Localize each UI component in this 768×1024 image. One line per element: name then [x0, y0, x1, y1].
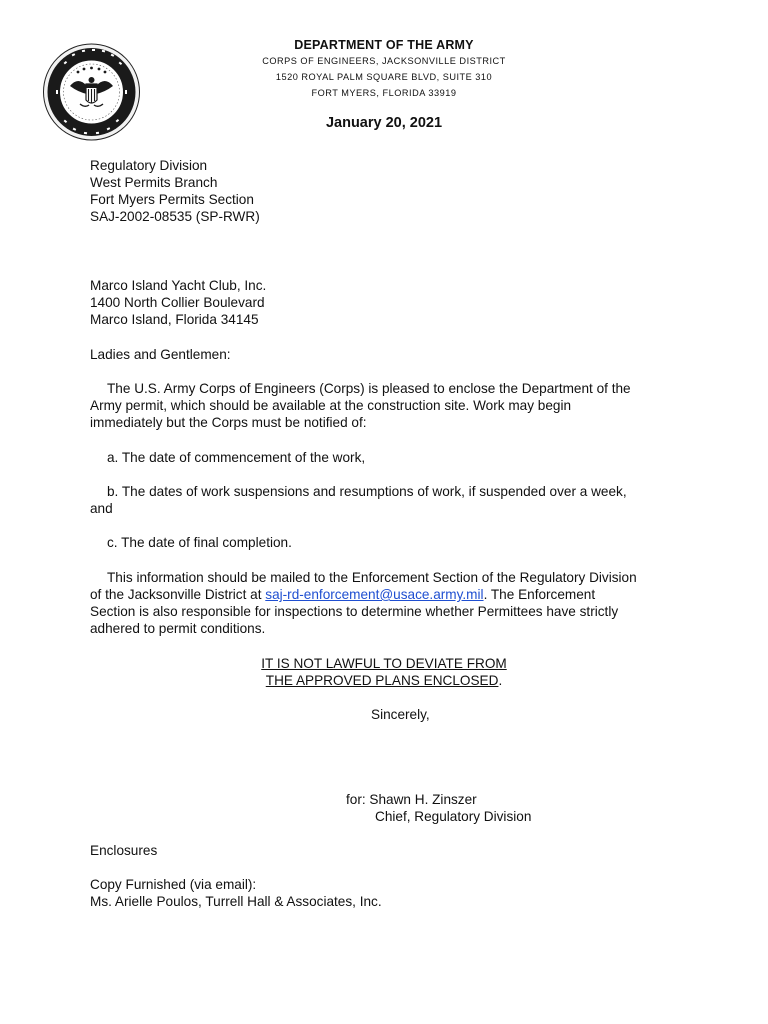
- warning-text-1: IT IS NOT LAWFUL TO DEVIATE FROM: [261, 656, 507, 671]
- closing: Sincerely,: [371, 707, 430, 722]
- dod-seal: [40, 42, 143, 142]
- recipient-street: 1400 North Collier Boulevard: [90, 295, 265, 310]
- info-line-2-prefix: of the Jacksonville District at: [90, 587, 266, 602]
- info-line-1: This information should be mailed to the Enforcement Section of the Regulatory Division: [107, 570, 637, 585]
- reference-section: Fort Myers Permits Section: [90, 192, 254, 207]
- info-line-2-suffix: . The Enforcement: [483, 587, 596, 602]
- item-b-line-2: and: [90, 501, 113, 516]
- letterhead-title: DEPARTMENT OF THE ARMY: [294, 38, 474, 52]
- recipient-name: Marco Island Yacht Club, Inc.: [90, 278, 267, 293]
- enforcement-email-link[interactable]: saj-rd-enforcement@usace.army.mil: [265, 587, 484, 602]
- reference-file-number: SAJ-2002-08535 (SP-RWR): [90, 209, 260, 224]
- letterhead-district: CORPS OF ENGINEERS, JACKSONVILLE DISTRICT: [262, 56, 506, 66]
- info-line-2: [90, 586, 595, 603]
- reference-division: Regulatory Division: [90, 158, 208, 173]
- warning-line-2: [180, 672, 588, 689]
- copy-furnished-recipient: Ms. Arielle Poulos, Turrell Hall & Associates, Inc.: [90, 894, 382, 909]
- intro-line-3: immediately but the Corps must be notified of:: [90, 415, 367, 430]
- item-c: c. The date of final completion.: [107, 535, 292, 550]
- signature-title: Chief, Regulatory Division: [375, 809, 532, 824]
- intro-line-1: The U.S. Army Corps of Engineers (Corps) is pleased to enclose the Department of the: [107, 381, 631, 396]
- item-b-line-1: b. The dates of work suspensions and resumptions of work, if suspended over a week,: [107, 484, 627, 499]
- letter-date: January 20, 2021: [325, 115, 443, 131]
- recipient-city: Marco Island, Florida 34145: [90, 312, 259, 327]
- reference-branch: West Permits Branch: [90, 175, 218, 190]
- seal-emblem-icon: [40, 42, 143, 142]
- signature-for-line: for: Shawn H. Zinszer: [346, 792, 477, 807]
- warning-text-2: THE APPROVED PLANS ENCLOSED: [265, 673, 499, 688]
- info-line-4: adhered to permit conditions.: [90, 621, 266, 636]
- salutation: Ladies and Gentlemen:: [90, 347, 231, 362]
- warning-line-1: [180, 655, 588, 672]
- letterhead-street: 1520 ROYAL PALM SQUARE BLVD, SUITE 310: [275, 72, 493, 82]
- intro-line-2: Army permit, which should be available at the construction site. Work may begin: [90, 398, 572, 413]
- warning-period: .: [498, 673, 503, 688]
- enclosures: Enclosures: [90, 843, 158, 858]
- copy-furnished-label: Copy Furnished (via email):: [90, 877, 257, 892]
- item-a: a. The date of commencement of the work,: [107, 450, 366, 465]
- letterhead-city: FORT MYERS, FLORIDA 33919: [311, 88, 457, 98]
- info-line-3: Section is also responsible for inspections to determine whether Permittees have strictly: [90, 604, 619, 619]
